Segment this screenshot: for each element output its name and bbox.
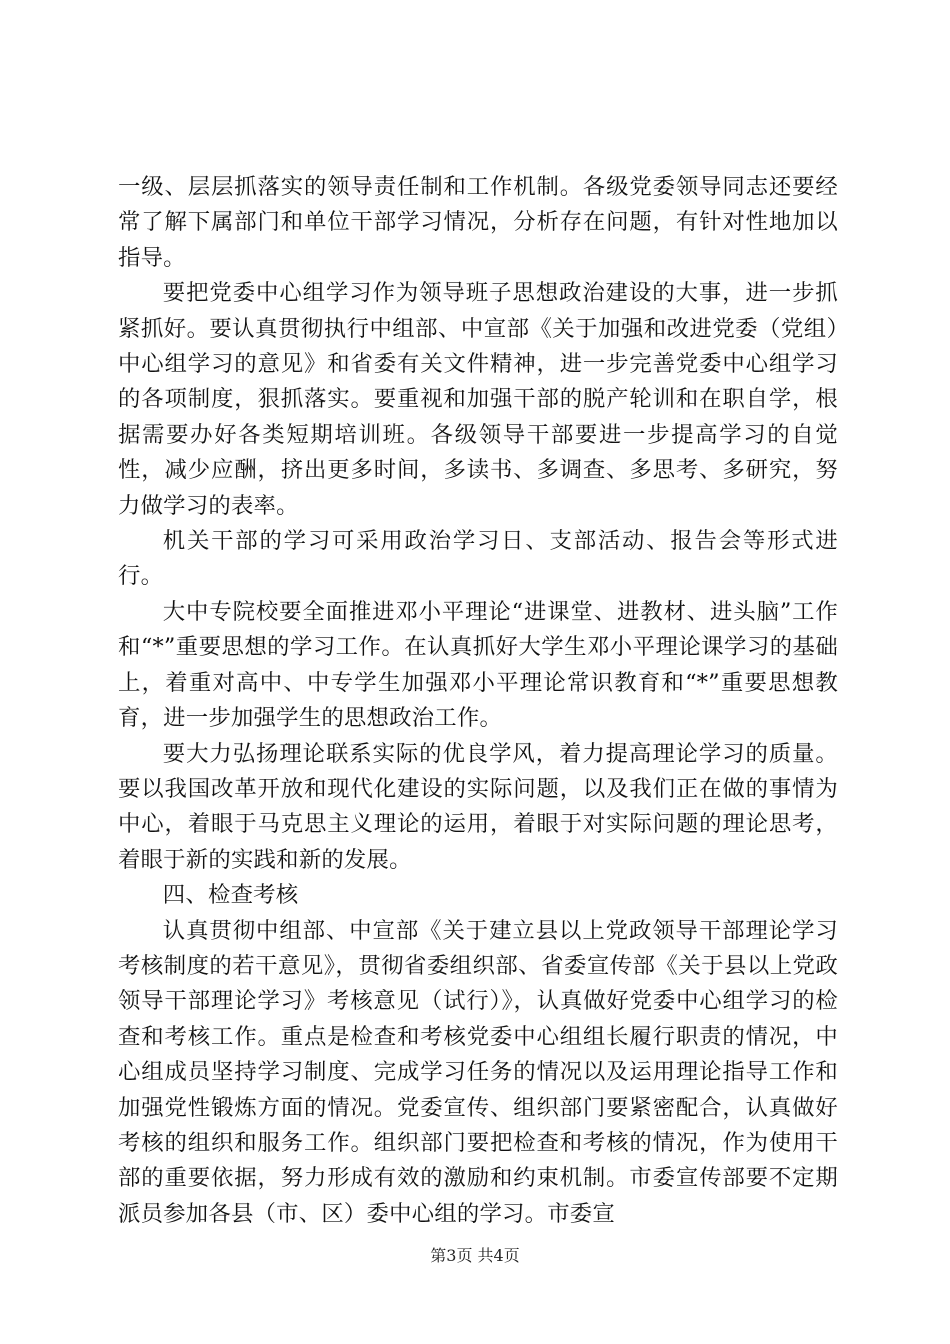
paragraph-1: 一级、层层抓落实的领导责任制和工作机制。各级党委领导同志还要经常了解下属部门和单位干部学习情况，分析存在问题，有针对性地加以指导。: [118, 174, 838, 271]
paragraph-3: 机关干部的学习可采用政治学习日、支部活动、报告会等形式进行。: [118, 528, 838, 590]
paragraph-4: 大中专院校要全面推进邓小平理论“进课堂、进教材、进头脑”工作和“*”重要思想的学习工作。在认真抓好大学生邓小平理论课学习的基础上，着重对高中、中专学生加强邓小平理论常识教育和“*”重要思想教育，进一步加强学生的思想政治工作。: [118, 598, 838, 732]
document-body: [118, 170, 838, 1232]
page-number-label: 第3页 共4页: [430, 1246, 520, 1265]
paragraph-2: 要把党委中心组学习作为领导班子思想政治建设的大事，进一步抓紧抓好。要认真贯彻执行中组部、中宣部《关于加强和改进党委（党组）中心组学习的意见》和省委有关文件精神，进一步完善党委中心组学习的各项制度，狠抓落实。要重视和加强干部的脱产轮训和在职自学，根据需要办好各类短期培训班。各级领导干部要进一步提高学习的自觉性，减少应酬，挤出更多时间，多读书、多调查、多思考、多研究，努力做学习的表率。: [118, 280, 838, 519]
paragraph-7: 认真贯彻中组部、中宣部《关于建立县以上党政领导干部理论学习考核制度的若干意见》，贯彻省委组织部、省委宣传部《关于县以上党政领导干部理论学习》考核意见（试行）》，认真做好党委中心组学习的检查和考核工作。重点是检查和考核党委中心组组长履行职责的情况，中心组成员坚持学习制度、完成学习任务的情况以及运用理论指导工作和加强党性锻炼方面的情况。党委宣传、组织部门要紧密配合，认真做好考核的组织和服务工作。组织部门要把检查和考核的情况，作为使用干部的重要依据，努力形成有效的激励和约束机制。市委宣传部要不定期派员参加各县（市、区）委中心组的学习。市委宣: [118, 917, 838, 1227]
page-footer: [0, 1246, 950, 1266]
section-heading-inspection: 四、检查考核: [162, 882, 299, 909]
paragraph-5: 要大力弘扬理论联系实际的优良学风，着力提高理论学习的质量。要以我国改革开放和现代化建设的实际问题，以及我们正在做的事情为中心，着眼于马克思主义理论的运用，着眼于对实际问题的理论思考，着眼于新的实践和新的发展。: [118, 740, 838, 873]
